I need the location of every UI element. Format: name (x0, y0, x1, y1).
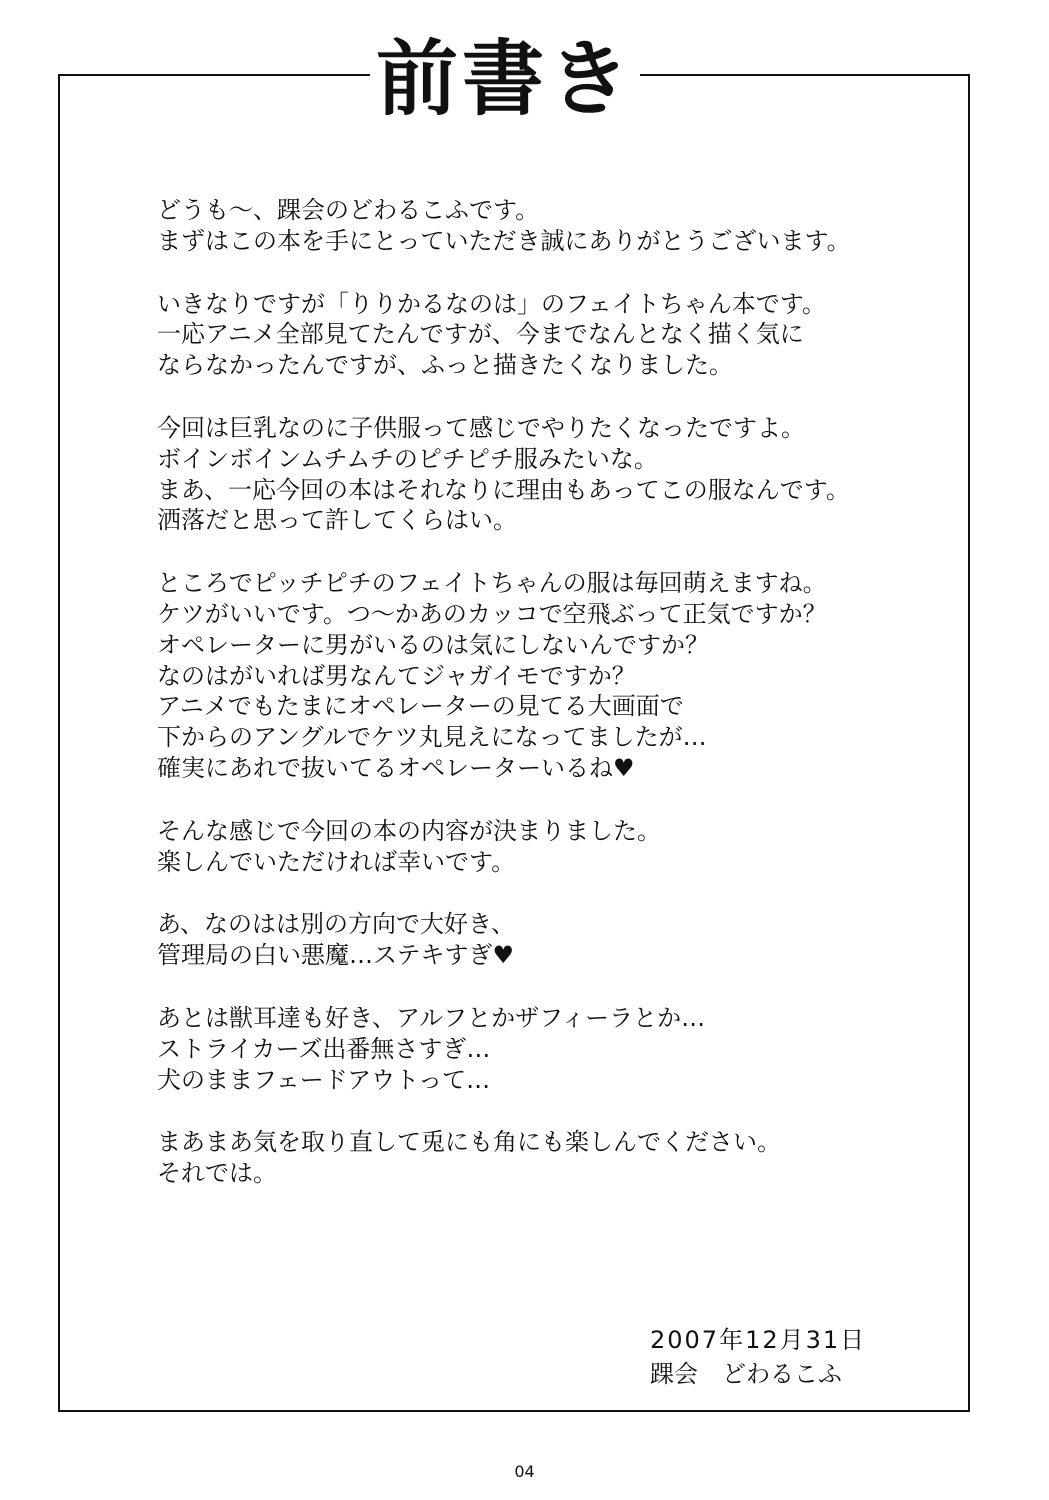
text-line: アニメでもたまにオペレーターの見てる大画面で (157, 692, 684, 721)
paragraph (157, 1127, 947, 1189)
signature-name: 踝会 どわるこふ (650, 1360, 842, 1388)
text-line: まあまあ気を取り直して兎にも角にも楽しんでください。 (157, 1128, 781, 1157)
paragraph (157, 413, 947, 536)
page-title: 前書き (370, 30, 640, 130)
text-line: オペレーターに男がいるのは気にしないんですか？ (157, 630, 709, 659)
text-line: まあ、一応今回の本はそれなりに理由もあってこの服なんです。 (157, 475, 850, 504)
text-line: 確実にあれで抜いてるオペレーターいるね♥ (157, 753, 635, 782)
text-line: ボインボインムチムチのピチピチ服みたいな。 (157, 444, 658, 473)
text-line: ストライカーズ出番無さすぎ… (157, 1034, 491, 1063)
paragraph (157, 289, 947, 381)
paragraph (157, 568, 947, 784)
signature (650, 1323, 866, 1391)
text-line: なのはがいれば男なんてジャガイモですか？ (157, 661, 636, 690)
text-line: ケツがいいです。つ〜かあのカッコで空飛ぶって正気ですか？ (157, 599, 827, 628)
text-line: 楽しんでいただければ幸いです。 (157, 847, 516, 876)
text-line: どうも〜、踝会のどわるこふです。 (157, 196, 540, 224)
text-line: 犬のままフェードアウトって… (157, 1065, 491, 1094)
text-line: 管理局の白い悪魔…ステキすぎ♥ (157, 941, 515, 970)
text-line: いきなりですが「りりかるなのは」のフェイトちゃん本です。 (157, 289, 826, 318)
text-line: ところでピッチピチのフェイトちゃんの服は毎回萌えますね。 (157, 569, 827, 598)
text-line: ならなかったんですが、ふっと描きたくなりました。 (157, 351, 733, 380)
paragraph (157, 1003, 947, 1095)
paragraph (157, 909, 947, 971)
text-line: そんな感じで今回の本の内容が決まりました。 (157, 816, 661, 845)
text-line: まずはこの本を手にとっていただき誠にありがとうございます。 (157, 226, 851, 255)
text-line: あ、なのはは別の方向で大好き、 (157, 910, 516, 939)
paragraph (157, 816, 947, 878)
text-line: あとは獣耳達も好き、アルフとかザフィーラとか… (157, 1003, 706, 1032)
page-number: 04 (514, 1462, 535, 1481)
paragraph (157, 195, 947, 257)
text-line: 下からのアングルでケツ丸見えになってましたが… (157, 723, 707, 752)
text-line: 洒落だと思って許してくらはい。 (157, 506, 517, 535)
text-line: 一応アニメ全部見てたんですが、今までなんとなく描く気に (157, 320, 804, 349)
text-line: それでは。 (157, 1159, 277, 1188)
signature-date: 2007年12月31日 (650, 1326, 867, 1354)
text-line: 今回は巨乳なのに子供服って感じでやりたくなったですよ。 (157, 413, 805, 442)
preface-body (157, 195, 947, 1221)
